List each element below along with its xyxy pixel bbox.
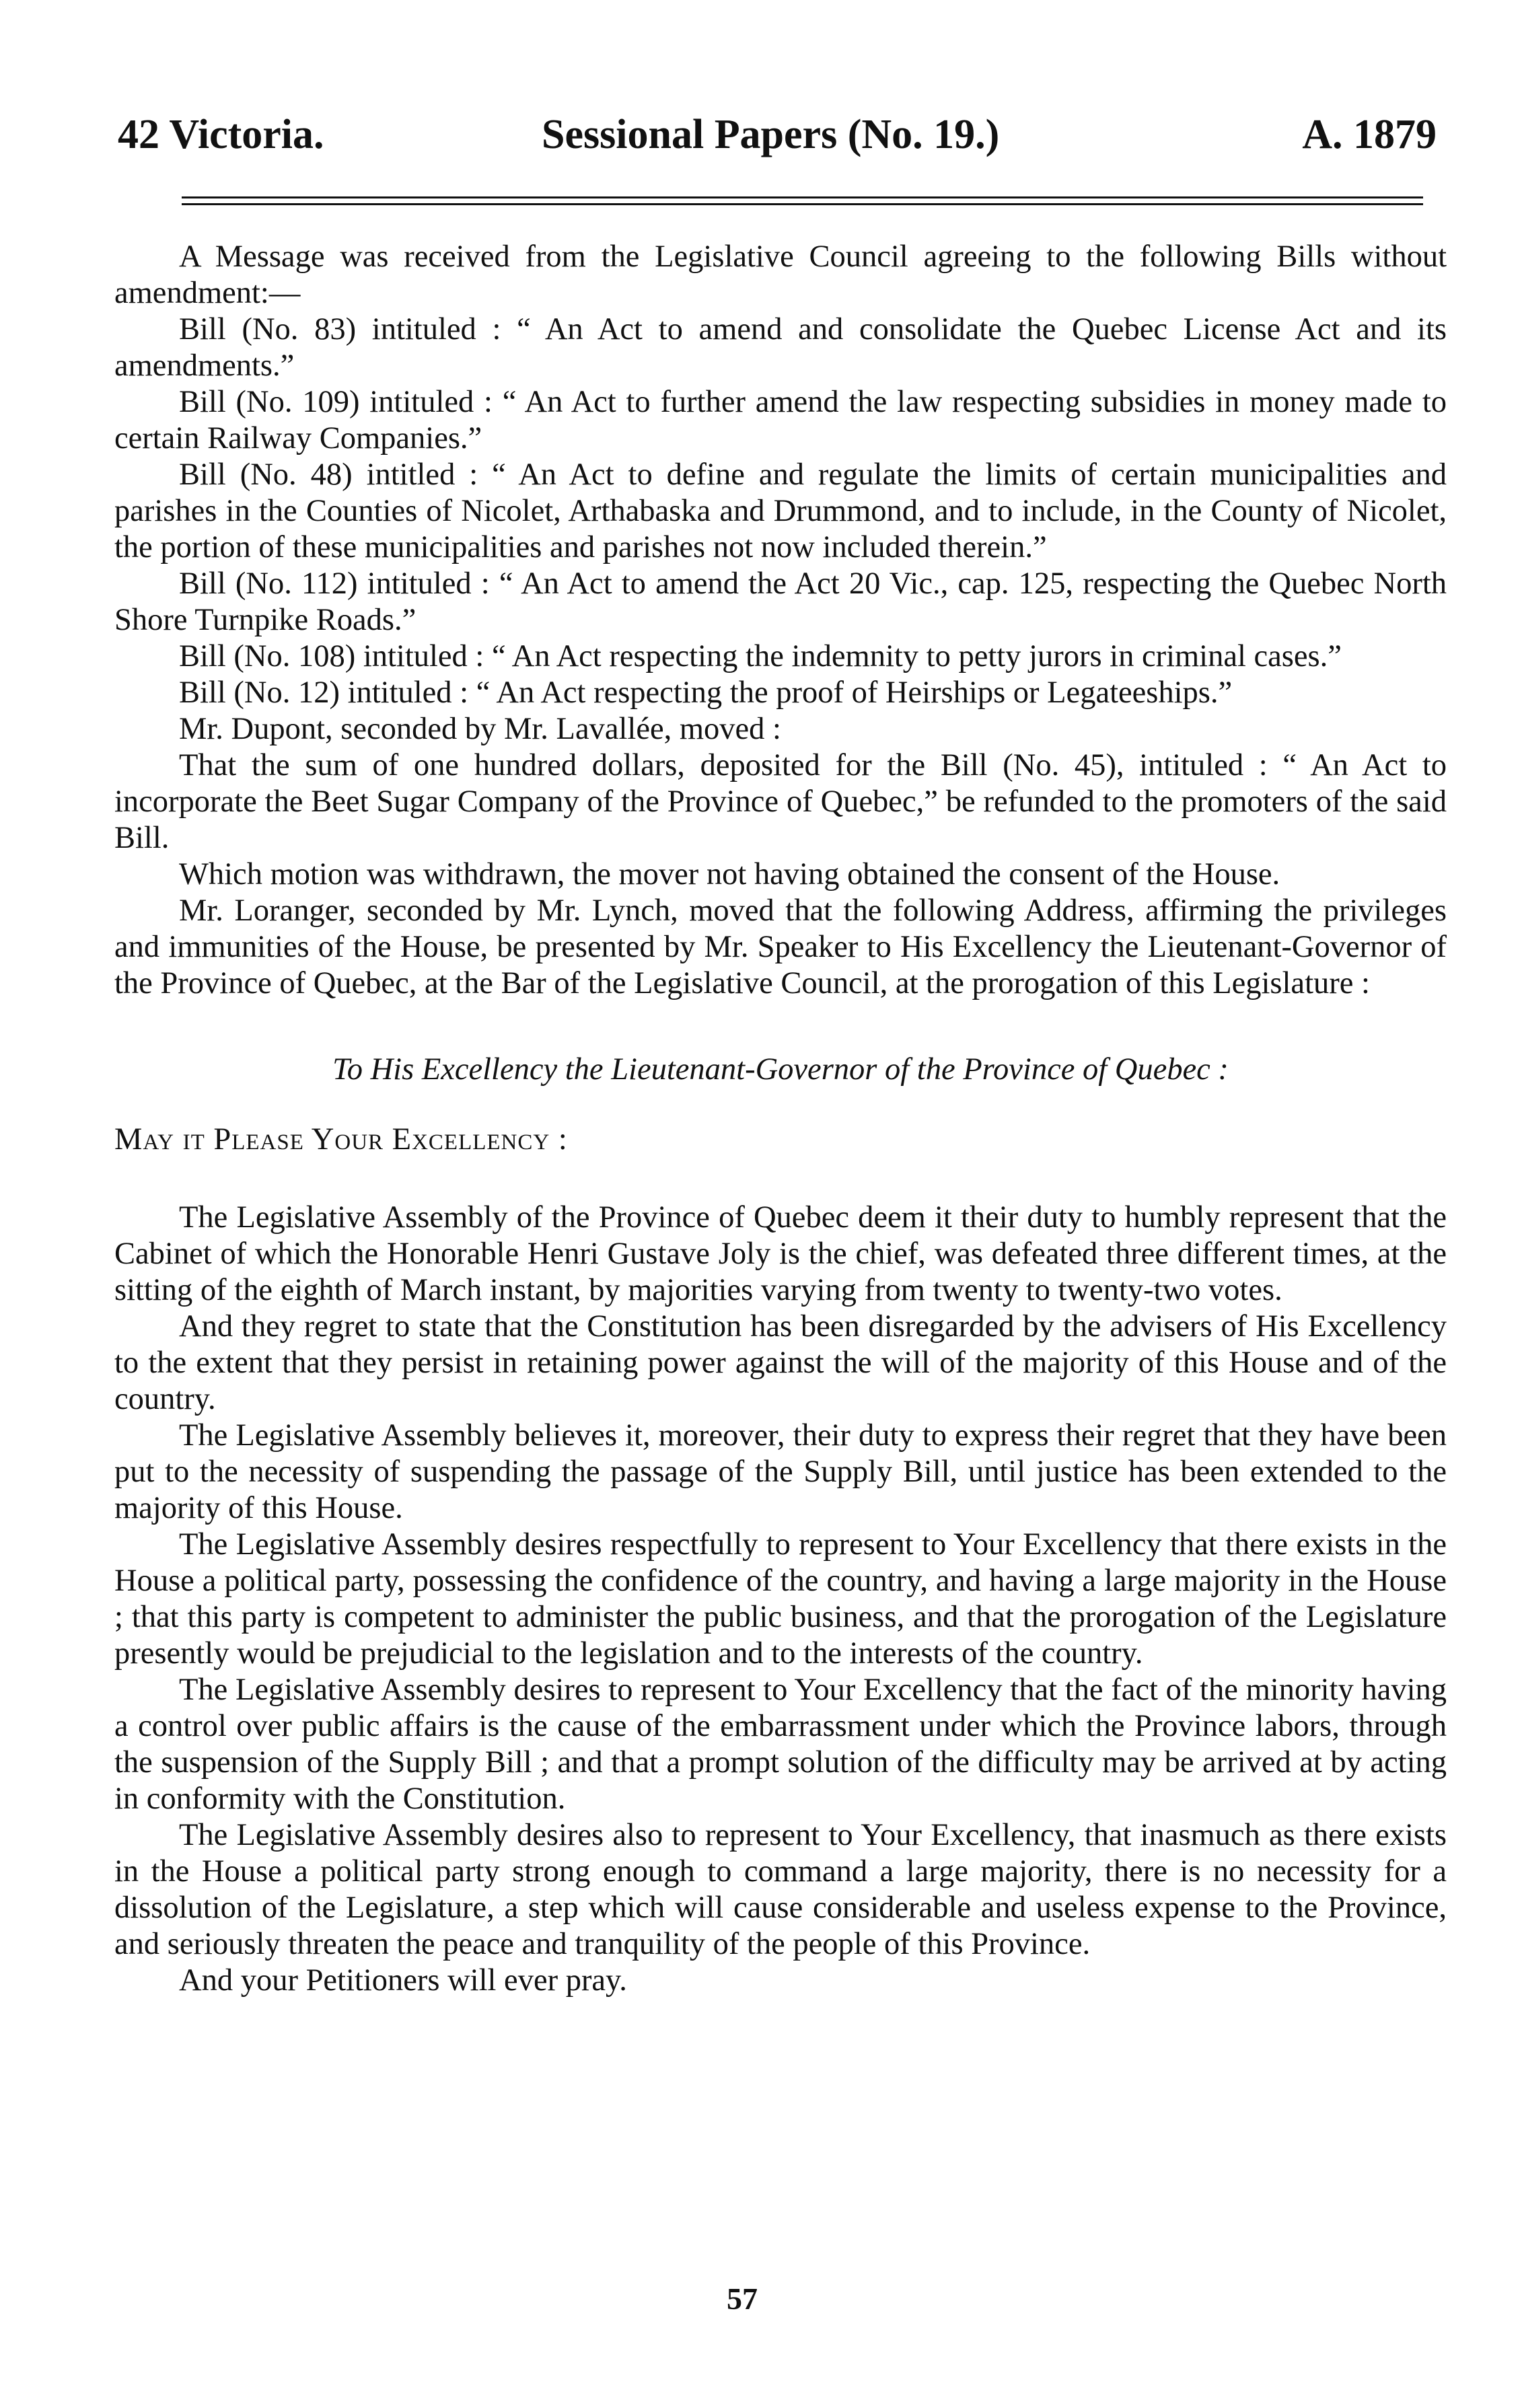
paragraph: Which motion was withdrawn, the mover not having obtained the consent of the House. — [179, 857, 1280, 891]
paragraph: That the sum of one hundred dollars, deposited for the Bill (No. 45), intituled : “ An Act to incorporate the Beet Sugar Company of the Province of Quebec,” be refunded to the promoters of the said Bill. — [114, 748, 1447, 855]
paragraph: Mr. Loranger, seconded by Mr. Lynch, moved that the following Address, affirming the privileges and immunities of the House, be presented by Mr. Speaker to His Excellency the Lieutenant-Governor of the Province of Quebec, at the Bar of the Legislative Council, at the prorogation of this Legislature : — [114, 893, 1447, 1000]
header-rule-bottom — [182, 203, 1423, 205]
address-title: To His Excellency the Lieutenant-Governor of the Province of Quebec : — [332, 1052, 1229, 1087]
paragraph: The Legislative Assembly believes it, moreover, their duty to express their regret that they have been put to the necessity of suspending the passage of the Supply Bill, until justice has been extended to the majority of this House. — [114, 1418, 1447, 1525]
paragraph: The Legislative Assembly desires also to represent to Your Excellency, that inasmuch as there exists in the House a political party strong enough to command a large majority, there is no necessity for a dissolution of the Legislature, a step which will cause considerable and useless expense to the Province, and seriously threaten the peace and tranquility of the people of this Province. — [114, 1818, 1447, 1961]
paragraph: The Legislative Assembly desires respectfully to represent to Your Excellency that there exists in the House a political party, possessing the confidence of the country, and having a large majority in the House ; that this party is competent to administer the public business, and that the prorogation of the Legislature presently would be prejudicial to the legislation and to the interests of the country. — [114, 1527, 1447, 1671]
header-rule-top — [182, 196, 1423, 198]
paragraph: The Legislative Assembly desires to represent to Your Excellency that the fact of the minority having a control over public affairs is the cause of the embarrassment under which the Province labors, through the suspension of the Supply Bill ; and that a prompt solution of the difficulty may be arrived at by acting in conformity with the Constitution. — [114, 1673, 1447, 1816]
paragraph: And your Petitioners will ever pray. — [179, 1963, 627, 1998]
paragraph: Bill (No. 48) intitled : “ An Act to define and regulate the limits of certain municipalities and parishes in the Counties of Nicolet, Arthabaska and Drummond, and to include, in the County of Nicolet, the portion of these municipalities and parishes not now included therein.” — [114, 458, 1447, 564]
paragraph: Bill (No. 112) intituled : “ An Act to amend the Act 20 Vic., cap. 125, respecting the Quebec North Shore Turnpike Roads.” — [114, 567, 1447, 637]
header-volume: 42 Victoria. — [118, 112, 324, 157]
header-title: Sessional Papers (No. 19.) — [542, 112, 1000, 157]
page-number: 57 — [727, 2282, 758, 2316]
salutation: May it Please Your Excellency : — [114, 1122, 568, 1157]
paragraph: And they regret to state that the Constitution has been disregarded by the advisers of His Excellency to the extent that they persist in retaining power against the will of the majority of this House and of the country. — [114, 1309, 1447, 1416]
paragraph: Bill (No. 12) intituled : “ An Act respecting the proof of Heirships or Legateeships.” — [179, 676, 1233, 710]
paragraph: Mr. Dupont, seconded by Mr. Lavallée, moved : — [179, 712, 781, 746]
paragraph: A Message was received from the Legislative Council agreeing to the following Bills without amendment:— — [114, 240, 1447, 310]
paragraph: Bill (No. 108) intituled : “ An Act respecting the indemnity to petty jurors in criminal cases.” — [179, 639, 1342, 673]
paragraph: The Legislative Assembly of the Province of Quebec deem it their duty to humbly represent that the Cabinet of which the Honorable Henri Gustave Joly is the chief, was defeated three different times, at the sitting of the eighth of March instant, by majorities varying from twenty to twenty-two votes. — [114, 1200, 1447, 1307]
document-body — [114, 239, 1447, 1999]
paragraph: Bill (No. 83) intituled : “ An Act to amend and consolidate the Quebec License Act and its amendments.” — [114, 312, 1447, 383]
header-year: A. 1879 — [1302, 112, 1437, 157]
page-header — [118, 111, 1437, 172]
paragraph: Bill (No. 109) intituled : “ An Act to further amend the law respecting subsidies in money made to certain Railway Companies.” — [114, 385, 1447, 455]
